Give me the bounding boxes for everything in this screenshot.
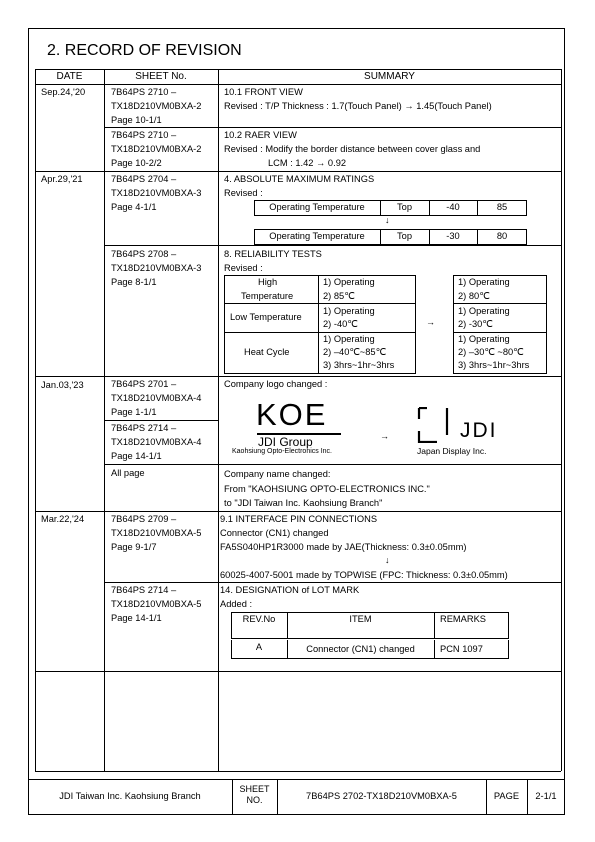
footer-sheet-no: 7B64PS 2702-TX18D210VM0BXA-5: [306, 791, 457, 802]
sheet-cell: Page 4-1/1: [111, 202, 157, 212]
summary-text: Revised :: [224, 263, 263, 273]
row-sep: [35, 171, 561, 172]
koe-group-text: JDI Group: [258, 435, 313, 449]
date-cell: Jan.03,'23: [41, 380, 84, 390]
rel-value: 2) -40℃: [323, 319, 358, 329]
sheet-cell: 7B64PS 2710 –: [111, 87, 177, 97]
sheet-cell: TX18D210VM0BXA-2: [111, 144, 202, 154]
summary-text: 8. RELIABILITY TESTS: [224, 249, 322, 259]
rel-value: 1) Operating: [323, 277, 375, 287]
sheet-cell: 7B64PS 2708 –: [111, 249, 177, 259]
sheet-cell: 7B64PS 2714 –: [111, 423, 177, 433]
rel-value: 2) 80℃: [458, 291, 490, 301]
sheet-cell: 7B64PS 2714 –: [111, 585, 177, 595]
rel-value: 2) –30℃ ~80℃: [458, 347, 524, 357]
amr-cell: -40: [446, 202, 460, 213]
footer-sheet-label: SHEET NO.: [239, 784, 270, 805]
rel-value: 1) Operating: [458, 306, 510, 316]
amr-cell: Top: [397, 202, 412, 213]
row-sep: [104, 420, 218, 421]
sheet-cell: 7B64PS 2710 –: [111, 130, 177, 140]
table-top-line: [35, 69, 561, 70]
right-arrow-icon: →: [426, 317, 435, 327]
summary-text: to "JDI Taiwan Inc. Kaohsiung Branch": [224, 498, 383, 508]
jdi-sub-text: Japan Display Inc.: [417, 446, 487, 456]
row-sep: [104, 245, 561, 246]
summary-text: LCM : 1.42 → 0.92: [268, 158, 347, 168]
lot-cell: Connector (CN1) changed: [306, 644, 415, 655]
sheet-cell: Page 1-1/1: [111, 407, 157, 417]
amr-cell: 85: [496, 202, 508, 213]
summary-text: Company name changed:: [224, 469, 331, 479]
jdi-logo-mark: [417, 407, 457, 443]
summary-text: FA5S040HP1R3000 made by JAE(Thickness: 0.3±0.05mm): [220, 542, 467, 552]
rel-value: 2) -30℃: [458, 319, 493, 329]
summary-text: 10.1 FRONT VIEW: [224, 87, 303, 97]
sheet-cell: Page 9-1/7: [111, 542, 157, 552]
date-cell: Mar.22,'24: [41, 514, 85, 524]
summary-text: Revised :: [224, 188, 263, 198]
row-sep: [104, 464, 561, 465]
lot-header: ITEM: [349, 613, 372, 624]
amr-cell: Operating Temperature: [269, 202, 365, 213]
footer-company: JDI Taiwan Inc. Kaohsiung Branch: [59, 791, 201, 802]
summary-text: 14. DESIGNATION of LOT MARK: [220, 585, 360, 595]
amr-cell: Operating Temperature: [269, 231, 365, 242]
footer-page-no: 2-1/1: [535, 791, 557, 802]
lot-header: REMARKS: [440, 613, 486, 624]
down-arrow-icon: ↓: [385, 215, 390, 225]
rel-label: Temperature: [241, 291, 294, 301]
row-sep: [35, 671, 561, 672]
sheet-cell: 7B64PS 2709 –: [111, 514, 177, 524]
lot-header: REV.No: [242, 613, 276, 624]
header-summary: SUMMARY: [364, 71, 415, 82]
summary-text: Revised : T/P Thickness : 1.7(Touch Panel) → 1.45(Touch Panel): [224, 101, 492, 111]
sheet-cell: TX18D210VM0BXA-4: [111, 437, 202, 447]
rel-value: 2) –40℃~85℃: [323, 347, 387, 357]
summary-text: Revised : Modify the border distance between cover glass and: [224, 144, 481, 154]
header-sheet: SHEET No.: [135, 71, 187, 82]
summary-text: 4. ABSOLUTE MAXIMUM RATINGS: [224, 174, 375, 184]
summary-text: Company logo changed :: [224, 379, 328, 389]
rel-label: High: [258, 277, 278, 287]
header-bottom-line: [35, 84, 561, 85]
sheet-cell: TX18D210VM0BXA-3: [111, 263, 202, 273]
rel-value: 1) Operating: [458, 277, 510, 287]
down-arrow-icon: ↓: [385, 555, 390, 565]
sheet-cell: TX18D210VM0BXA-3: [111, 188, 202, 198]
koe-sub-text: Kaohsiung Opto-Electronics Inc.: [232, 448, 332, 455]
row-sep: [35, 376, 561, 377]
rel-value: 3) 3hrs~1hr~3hrs: [458, 360, 530, 370]
rel-value: 1) Operating: [458, 334, 510, 344]
koe-logo-text: KOE: [256, 397, 328, 432]
table-right-line: [561, 69, 562, 771]
summary-text: 60025-4007-5001 made by TOPWISE (FPC: Thickness: 0.3±0.05mm): [220, 570, 508, 580]
table-bottom-line: [35, 771, 561, 772]
sheet-cell: Page 8-1/1: [111, 277, 157, 287]
jdi-logo-text: JDI: [460, 419, 498, 442]
summary-text: 9.1 INTERFACE PIN CONNECTIONS: [220, 514, 378, 524]
amr-cell: -30: [446, 231, 460, 242]
sheet-cell: Page 10-2/2: [111, 158, 162, 168]
sheet-cell: Page 14-1/1: [111, 613, 162, 623]
rel-value: 3) 3hrs~1hr~3hrs: [323, 360, 395, 370]
header-date: DATE: [56, 71, 83, 82]
sheet-cell: 7B64PS 2704 –: [111, 174, 177, 184]
summary-text: 10.2 RAER VIEW: [224, 130, 297, 140]
sheet-cell: Page 14-1/1: [111, 451, 162, 461]
date-cell: Sep.24,'20: [41, 87, 86, 97]
sheet-cell: All page: [111, 468, 145, 478]
rel-value: 2) 85℃: [323, 291, 355, 301]
sheet-cell: TX18D210VM0BXA-2: [111, 101, 202, 111]
table-left-line: [35, 69, 36, 771]
amr-cell: Top: [397, 231, 412, 242]
date-cell: Apr.29,'21: [41, 174, 83, 184]
row-sep: [35, 511, 561, 512]
summary-text: Added :: [220, 599, 253, 609]
sheet-cell: Page 10-1/1: [111, 115, 162, 125]
col-divider-2: [218, 69, 219, 771]
right-arrow-icon: →: [380, 431, 389, 441]
lot-cell: PCN 1097: [440, 644, 483, 655]
summary-text: From "KAOHSIUNG OPTO-ELECTRONICS INC.": [224, 484, 430, 494]
lot-cell: A: [255, 642, 263, 653]
sheet-cell: TX18D210VM0BXA-4: [111, 393, 202, 403]
sheet-cell: TX18D210VM0BXA-5: [111, 599, 202, 609]
rel-label: Low Temperature: [230, 312, 302, 322]
row-sep: [104, 127, 561, 128]
page-title: 2. RECORD OF REVISION: [47, 42, 242, 59]
rel-value: 1) Operating: [323, 306, 375, 316]
sheet-cell: TX18D210VM0BXA-5: [111, 528, 202, 538]
rel-value: 1) Operating: [323, 334, 375, 344]
sheet-cell: 7B64PS 2701 –: [111, 379, 177, 389]
footer-page-label: PAGE: [493, 791, 520, 802]
summary-text: Connector (CN1) changed: [220, 528, 329, 538]
rel-label: Heat Cycle: [244, 347, 290, 357]
amr-cell: 80: [496, 231, 508, 242]
